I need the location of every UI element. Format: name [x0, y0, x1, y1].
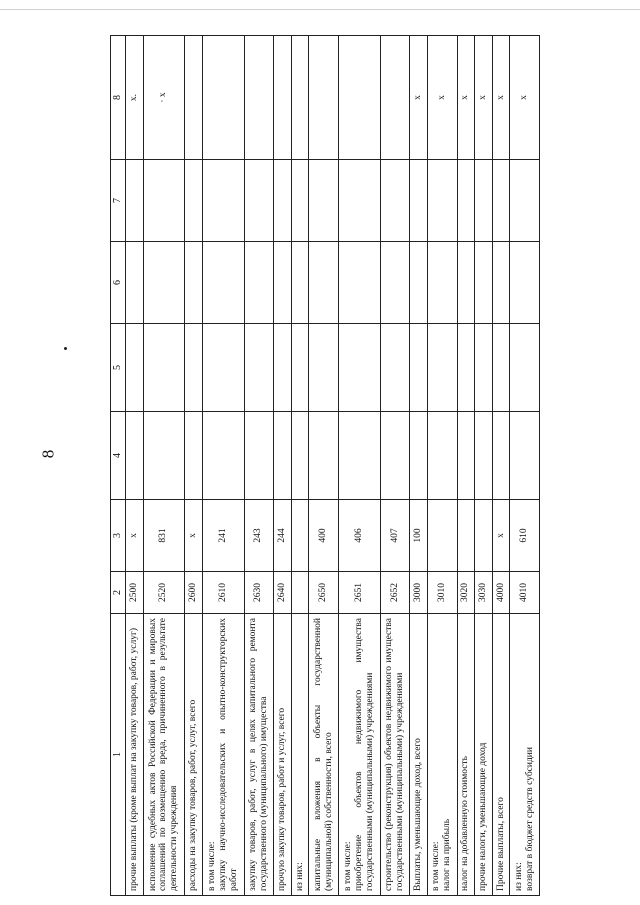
- value-cell-c7: [291, 160, 309, 242]
- value-cell-c4: [126, 412, 144, 500]
- value-cell-c3: 100: [410, 500, 428, 572]
- row-code-cell: 2650: [309, 572, 339, 614]
- value-cell-c7: [274, 160, 292, 242]
- value-cell-c5: [274, 324, 292, 412]
- value-cell-c5: [143, 324, 185, 412]
- value-cell-c5: [339, 324, 381, 412]
- value-cell-c6: [309, 242, 339, 324]
- row-description: [244, 614, 274, 896]
- value-cell-c5: [427, 324, 457, 412]
- description-line: из них:: [294, 862, 305, 891]
- value-cell-c4: [380, 412, 410, 500]
- value-cell-c5: [475, 324, 493, 412]
- column-header-7: 7: [111, 160, 126, 242]
- row-code-cell: 2600: [185, 572, 203, 614]
- value-cell-c7: [126, 160, 144, 242]
- value-cell-c3: 400: [309, 500, 339, 572]
- value-cell-c3: 244: [274, 500, 292, 572]
- description-line: возврат в бюджет средств субсидии: [524, 747, 535, 891]
- value-cell-c3: 406: [339, 500, 381, 572]
- value-cell-c5: [126, 324, 144, 412]
- value-cell-c5: [309, 324, 339, 412]
- value-cell-c6: [202, 242, 244, 324]
- top-rule: [0, 9, 640, 10]
- value-cell-c5: [380, 324, 410, 412]
- row-code-cell: 4010: [510, 572, 540, 614]
- table-row: [457, 36, 475, 896]
- value-cell-c3: [475, 500, 493, 572]
- value-cell-c6: [143, 242, 185, 324]
- value-cell-c7: [309, 160, 339, 242]
- table-row: [185, 36, 203, 896]
- description-line: Прочие выплаты, всего: [495, 797, 506, 891]
- value-cell-c7: [475, 160, 493, 242]
- description-line: капитальные вложения в объекты государственной (муниципальной) собственности, всего: [312, 618, 334, 891]
- table-row: [475, 36, 493, 896]
- row-description: [410, 614, 428, 896]
- row-description: [492, 614, 510, 896]
- table-row: [339, 36, 381, 896]
- row-description: [457, 614, 475, 896]
- value-cell-c6: [244, 242, 274, 324]
- description-line: приобретение объектов недвижимого имущества государственными (муниципальными) учреждениями: [353, 618, 375, 891]
- value-cell-c5: [202, 324, 244, 412]
- value-cell-c3: х: [492, 500, 510, 572]
- description-line: из них:: [513, 862, 524, 891]
- table-row: [244, 36, 274, 896]
- value-cell-c4: [457, 412, 475, 500]
- value-cell-c8: [339, 36, 381, 160]
- description-line: в том числе:: [342, 841, 353, 891]
- row-code-cell: 2610: [202, 572, 244, 614]
- row-code-cell: 2500: [126, 572, 144, 614]
- row-description: [309, 614, 339, 896]
- row-description: [380, 614, 410, 896]
- scan-speck: [64, 347, 67, 350]
- value-cell-c5: [244, 324, 274, 412]
- value-cell-c8: х: [427, 36, 457, 160]
- description-line: исполнение судебных актов Российской Федерации и мировых соглашений по возмещению вреда, причиненного в результате деятельности учреждения: [147, 618, 180, 891]
- description-line: прочие налоги, уменьшающие доход: [477, 742, 488, 891]
- value-cell-c3: 407: [380, 500, 410, 572]
- value-cell-c5: [457, 324, 475, 412]
- description-line: в том числе:: [206, 841, 217, 891]
- row-description: [510, 614, 540, 896]
- row-description: [143, 614, 185, 896]
- value-cell-c3: [457, 500, 475, 572]
- value-cell-c6: [427, 242, 457, 324]
- table-row: [309, 36, 339, 896]
- table-row: [510, 36, 540, 896]
- row-code-cell: 2520: [143, 572, 185, 614]
- description-line: прочие выплаты (кроме выплат на закупку товаров, работ, услуг): [128, 627, 139, 891]
- table-row: [380, 36, 410, 896]
- value-cell-c8: х: [475, 36, 493, 160]
- financial-table: [110, 35, 540, 896]
- column-header-8: 8: [111, 36, 126, 160]
- value-cell-c6: [410, 242, 428, 324]
- value-cell-c7: [510, 160, 540, 242]
- column-header-3: 3: [111, 500, 126, 572]
- value-cell-c3: х: [126, 500, 144, 572]
- value-cell-c7: [143, 160, 185, 242]
- value-cell-c4: [274, 412, 292, 500]
- value-cell-c7: [492, 160, 510, 242]
- table-row: [410, 36, 428, 896]
- description-line: прочую закупку товаров, работ и услуг, всего: [277, 707, 288, 891]
- row-description: [339, 614, 381, 896]
- value-cell-c7: [427, 160, 457, 242]
- value-cell-c7: [185, 160, 203, 242]
- table-row: [427, 36, 457, 896]
- value-cell-c3: [427, 500, 457, 572]
- value-cell-c6: [510, 242, 540, 324]
- value-cell-c8: [291, 36, 309, 160]
- row-description: [274, 614, 292, 896]
- table-row: [291, 36, 309, 896]
- value-cell-c4: [475, 412, 493, 500]
- value-cell-c4: [427, 412, 457, 500]
- column-header-1: 1: [111, 614, 126, 896]
- column-header-4: 4: [111, 412, 126, 500]
- value-cell-c3: 243: [244, 500, 274, 572]
- value-cell-c3: х: [185, 500, 203, 572]
- value-cell-c8: [244, 36, 274, 160]
- value-cell-c4: [339, 412, 381, 500]
- value-cell-c8: · х: [143, 36, 185, 160]
- description-line: налог на добавленную стоимость: [460, 756, 471, 891]
- description-line: в том числе:: [431, 841, 442, 891]
- value-cell-c4: [410, 412, 428, 500]
- rotated-table-wrapper: [110, 36, 540, 896]
- row-description: [291, 614, 309, 896]
- value-cell-c6: [291, 242, 309, 324]
- value-cell-c7: [244, 160, 274, 242]
- value-cell-c4: [185, 412, 203, 500]
- value-cell-c8: [185, 36, 203, 160]
- description-line: Выплаты, уменьшающие доход, всего: [413, 738, 424, 891]
- column-header-6: 6: [111, 242, 126, 324]
- value-cell-c6: [457, 242, 475, 324]
- value-cell-c3: 610: [510, 500, 540, 572]
- value-cell-c6: [185, 242, 203, 324]
- value-cell-c5: [291, 324, 309, 412]
- value-cell-c6: [339, 242, 381, 324]
- table-row: [143, 36, 185, 896]
- value-cell-c4: [510, 412, 540, 500]
- row-code-cell: 2640: [274, 572, 292, 614]
- table-row: [202, 36, 244, 896]
- value-cell-c6: [274, 242, 292, 324]
- value-cell-c8: х: [492, 36, 510, 160]
- value-cell-c6: [126, 242, 144, 324]
- description-line: закупку научно-исследовательских и опытно-конструкторских работ: [217, 618, 239, 891]
- table-row: [492, 36, 510, 896]
- value-cell-c8: х: [510, 36, 540, 160]
- value-cell-c4: [291, 412, 309, 500]
- value-cell-c7: [339, 160, 381, 242]
- row-description: [185, 614, 203, 896]
- value-cell-c3: [291, 500, 309, 572]
- row-code-cell: 3020: [457, 572, 475, 614]
- row-code-cell: 2651: [339, 572, 381, 614]
- table-row: [274, 36, 292, 896]
- value-cell-c8: х: [410, 36, 428, 160]
- description-line: строительство (реконструкция) объектов недвижимого имущества государственными (муниципальными) учреждениями: [384, 618, 406, 891]
- row-description: [475, 614, 493, 896]
- value-cell-c6: [475, 242, 493, 324]
- value-cell-c4: [202, 412, 244, 500]
- value-cell-c5: [510, 324, 540, 412]
- value-cell-c8: [309, 36, 339, 160]
- value-cell-c8: х.: [126, 36, 144, 160]
- description-line: закупку товаров, работ, услуг в целях капитального ремонта государственного (муниципального) имущества: [247, 618, 269, 891]
- table-body: [126, 36, 540, 896]
- page-number: 8: [38, 449, 58, 459]
- value-cell-c4: [309, 412, 339, 500]
- row-code-cell: 3000: [410, 572, 428, 614]
- value-cell-c5: [410, 324, 428, 412]
- value-cell-c4: [143, 412, 185, 500]
- column-header-5: 5: [111, 324, 126, 412]
- value-cell-c5: [185, 324, 203, 412]
- description-line: налог на прибыль: [442, 818, 453, 891]
- value-cell-c7: [410, 160, 428, 242]
- value-cell-c8: [274, 36, 292, 160]
- row-description: [427, 614, 457, 896]
- row-description: [126, 614, 144, 896]
- row-code-cell: 2652: [380, 572, 410, 614]
- value-cell-c3: 831: [143, 500, 185, 572]
- row-code-cell: 4000: [492, 572, 510, 614]
- value-cell-c7: [202, 160, 244, 242]
- header-row: [111, 36, 126, 896]
- value-cell-c8: х: [457, 36, 475, 160]
- value-cell-c4: [244, 412, 274, 500]
- row-code-cell: 3010: [427, 572, 457, 614]
- value-cell-c8: [380, 36, 410, 160]
- value-cell-c8: [202, 36, 244, 160]
- value-cell-c7: [380, 160, 410, 242]
- row-code-cell: [291, 572, 309, 614]
- value-cell-c6: [492, 242, 510, 324]
- table-row: [126, 36, 144, 896]
- value-cell-c4: [492, 412, 510, 500]
- description-line: расходы на закупку товаров, работ, услуг, всего: [188, 699, 199, 891]
- value-cell-c7: [457, 160, 475, 242]
- row-code-cell: 2630: [244, 572, 274, 614]
- value-cell-c6: [380, 242, 410, 324]
- column-header-2: 2: [111, 572, 126, 614]
- value-cell-c3: 241: [202, 500, 244, 572]
- row-description: [202, 614, 244, 896]
- value-cell-c5: [492, 324, 510, 412]
- row-code-cell: 3030: [475, 572, 493, 614]
